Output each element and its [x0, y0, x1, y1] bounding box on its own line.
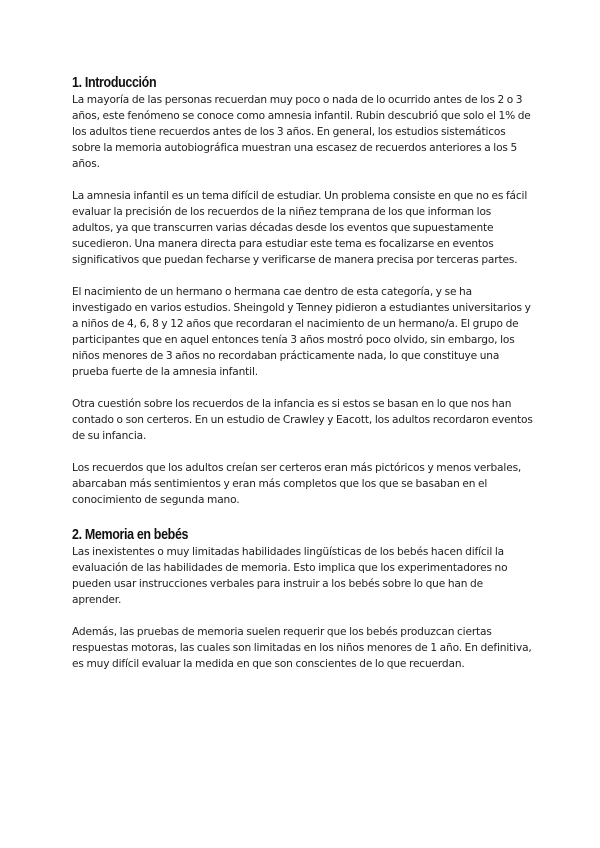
paragraph: Las inexistentes o muy limitadas habilidades lingüísticas de los bebés hacen difícil la evaluación de las habilidades de memoria. Esto implica que los experimentadores no pueden usar instrucciones verbales para instruir a los bebés sobre lo que han de aprender.: [72, 546, 508, 606]
section-introduccion: [72, 74, 534, 508]
document-page: [72, 74, 534, 688]
paragraph: El nacimiento de un hermano o hermana cae dentro de esta categoría, y se ha investigado en varios estudios. Sheingold y Tenney pidieron a estudiantes universitarios y a niños de 4, 6, 8 y 12 años que recordaran el nacimiento de un hermano/a. El grupo de participantes que en aquel entonces tenía 3 años mostró poco olvido, sin embargo, los niños menores de 3 años no recordaban prácticamente nada, lo que constituye una prueba fuerte de la amnesia infantil.: [72, 286, 531, 378]
paragraph: Otra cuestión sobre los recuerdos de la infancia es si estos se basan en lo que nos han contado o son certeros. En un estudio de Crawley y Eacott, los adultos recordaron eventos de su infancia.: [72, 398, 533, 442]
section-heading: 1. Introducción: [72, 75, 157, 91]
paragraph: Además, las pruebas de memoria suelen requerir que los bebés produzcan ciertas respuestas motoras, las cuales son limitadas en los niños menores de 1 año. En definitiva, es muy difícil evaluar la medida en que son conscientes de lo que recuerdan.: [72, 626, 532, 670]
paragraph: La amnesia infantil es un tema difícil de estudiar. Un problema consiste en que no es fácil evaluar la precisión de los recuerdos de la niñez temprana de los que informan los adultos, ya que transcurren varias décadas desde los eventos que supuestamente sucedieron. Una manera directa para estudiar este tema es focalizarse en eventos significativos que puedan fecharse y verificarse de manera precisa por terceras partes.: [72, 190, 528, 266]
section-memoria-en-bebes: [72, 526, 534, 672]
paragraph: Los recuerdos que los adultos creían ser certeros eran más pictóricos y menos verbales, abarcaban más sentimientos y eran más completos que los que se basaban en el conocimiento de segunda mano.: [72, 462, 522, 506]
section-heading: 2. Memoria en bebés: [72, 527, 189, 543]
paragraph: La mayoría de las personas recuerdan muy poco o nada de lo ocurrido antes de los 2 o 3 años, este fenómeno se conoce como amnesia infantil. Rubin descubrió que solo el 1% de los adultos tiene recuerdos antes de los 3 años. En general, los estudios sistemáticos sobre la memoria autobiográfica muestran una escasez de recuerdos anteriores a los 5 años.: [72, 94, 531, 170]
